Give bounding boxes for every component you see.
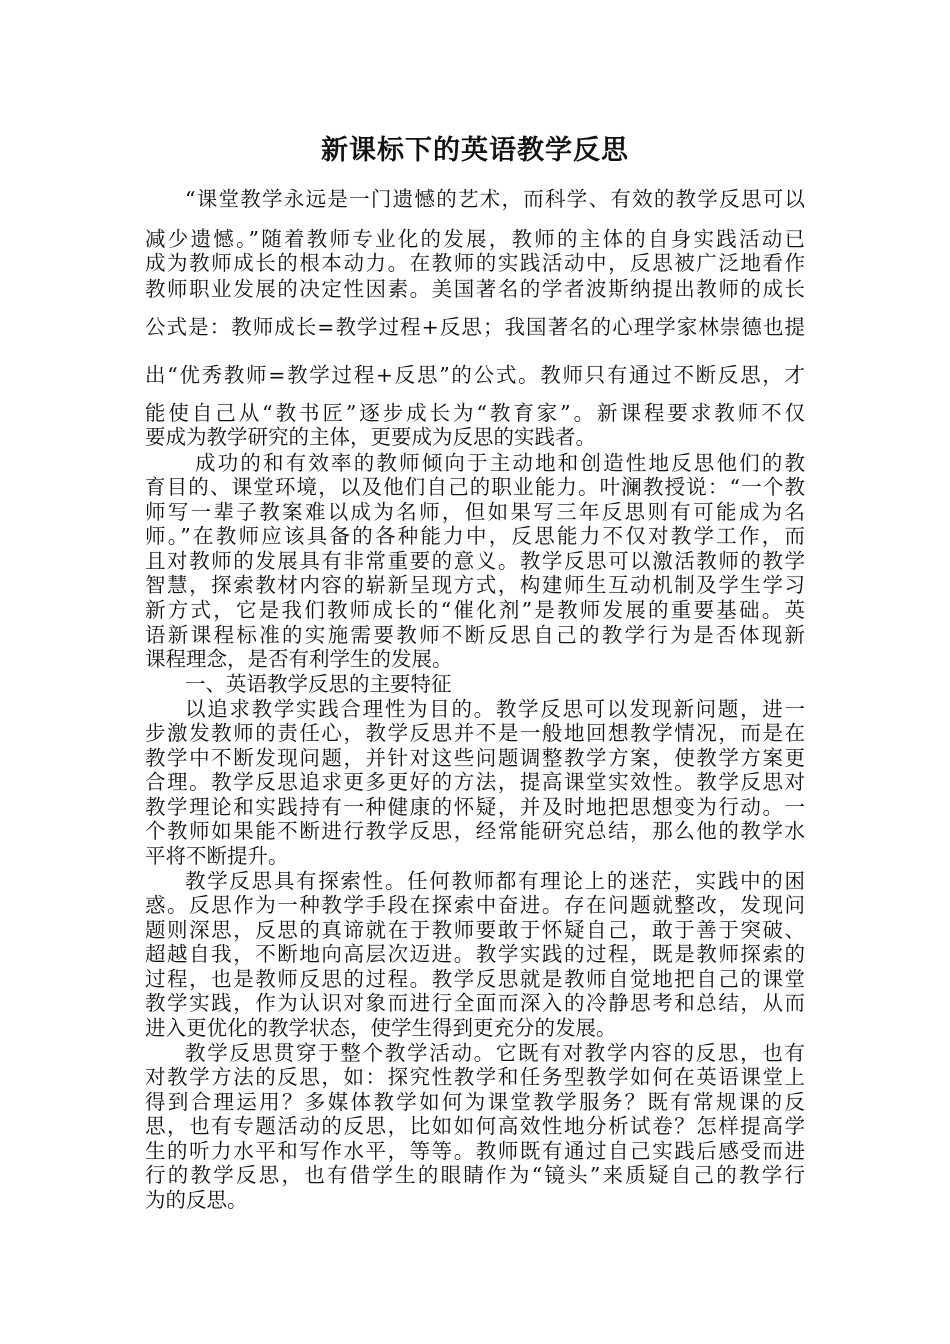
- text-line: 对教学方法的反思，如：探究性教学和任务型教学如何在英语课堂上: [145, 1065, 805, 1089]
- text-line: 进入更优化的教学状态，使学生得到更充分的发展。: [145, 1016, 617, 1040]
- text-line: 能使自己从“教书匠”逐步成长为“教育家”。新课程要求教师不仅: [145, 401, 805, 425]
- text-line: 题则深思，反思的真谛就在于教师要敢于怀疑自己，敢于善于突破、: [145, 918, 805, 942]
- text-line: 新方式，它是我们教师成长的“催化剂”是教师发展的重要基础。英: [145, 598, 805, 622]
- text-line: 减少遗憾。”随着教师专业化的发展，教师的主体的自身实践活动已: [145, 227, 805, 251]
- text-line: 超越自我，不断地向高层次迈进。教学实践的过程，既是教师探索的: [145, 942, 805, 966]
- text-line: 出“优秀教师=教学过程+反思”的公式。教师只有通过不断反思，才: [145, 363, 805, 387]
- text-line: 个教师如果能不断进行教学反思，经常能研究总结，那么他的教学水: [145, 819, 805, 843]
- text-line: 智慧，探索教材内容的崭新呈现方式，构建师生互动机制及学生学习: [145, 573, 805, 597]
- text-line: 师写一辈子教案难以成为名师，但如果写三年反思则有可能成为名: [145, 500, 805, 524]
- text-line: 平将不断提升。: [145, 844, 289, 868]
- text-line: 教学实践，作为认识对象而进行全面而深入的冷静思考和总结，从而: [145, 991, 805, 1015]
- section-heading: 一、英语教学反思的主要特征: [185, 672, 452, 696]
- text-line: 课程理念，是否有利学生的发展。: [145, 647, 453, 671]
- text-line: 且对教师的发展具有非常重要的意义。教学反思可以激活教师的教学: [145, 549, 805, 573]
- text-line: 过程，也是教师反思的过程。教学反思就是教师自觉地把自己的课堂: [145, 967, 805, 991]
- text-line: 步激发教师的责任心，教学反思并不是一般地回想教学情况，而是在: [145, 721, 805, 745]
- text-line: 生的听力水平和写作水平，等等。教师既有通过自己实践后感受而进: [145, 1139, 805, 1163]
- text-line: 成功的和有效率的教师倾向于主动地和创造性地反思他们的教: [195, 451, 805, 475]
- document-title: 新课标下的英语教学反思: [321, 135, 629, 166]
- text-line: 教学反思具有探索性。任何教师都有理论上的迷茫，实践中的困: [185, 869, 805, 893]
- text-line: 语新课程标准的实施需要教师不断反思自己的教学行为是否体现新: [145, 623, 805, 647]
- text-line: 惑。反思作为一种教学手段在探索中奋进。存在问题就整改，发现问: [145, 893, 805, 917]
- text-line: 育目的、课堂环境，以及他们自己的职业能力。叶澜教授说：“一个教: [145, 475, 805, 499]
- text-line: “课堂教学永远是一门遗憾的艺术，而科学、有效的教学反思可以: [185, 187, 805, 211]
- text-line: 思，也有专题活动的反思，比如如何高效性地分析试卷？怎样提高学: [145, 1114, 805, 1138]
- text-line: 公式是：教师成长=教学过程+反思；我国著名的心理学家林崇德也提: [145, 315, 805, 339]
- text-line: 要成为教学研究的主体，更要成为反思的实践者。: [145, 425, 596, 449]
- text-line: 成为教师成长的根本动力。在教师的实践活动中，反思被广泛地看作: [145, 251, 805, 275]
- text-line: 以追求教学实践合理性为目的。教学反思可以发现新问题，进一: [185, 697, 805, 721]
- text-line: 教学中不断发现问题，并针对这些问题调整教学方案，使教学方案更: [145, 746, 805, 770]
- text-line: 行的教学反思，也有借学生的眼睛作为“镜头”来质疑自己的教学行: [145, 1163, 805, 1187]
- text-line: 师。”在教师应该具备的各种能力中，反思能力不仅对教学工作，而: [145, 524, 805, 548]
- text-line: 合理。教学反思追求更多更好的方法，提高课堂实效性。教学反思对: [145, 770, 805, 794]
- text-line: 为的反思。: [145, 1188, 248, 1212]
- text-line: 教师职业发展的决定性因素。美国著名的学者波斯纳提出教师的成长: [145, 277, 805, 301]
- text-line: 教学反思贯穿于整个教学活动。它既有对教学内容的反思，也有: [185, 1041, 805, 1065]
- text-line: 得到合理运用？多媒体教学如何为课堂教学服务？既有常规课的反: [145, 1090, 805, 1114]
- text-line: 教学理论和实践持有一种健康的怀疑，并及时地把思想变为行动。一: [145, 795, 805, 819]
